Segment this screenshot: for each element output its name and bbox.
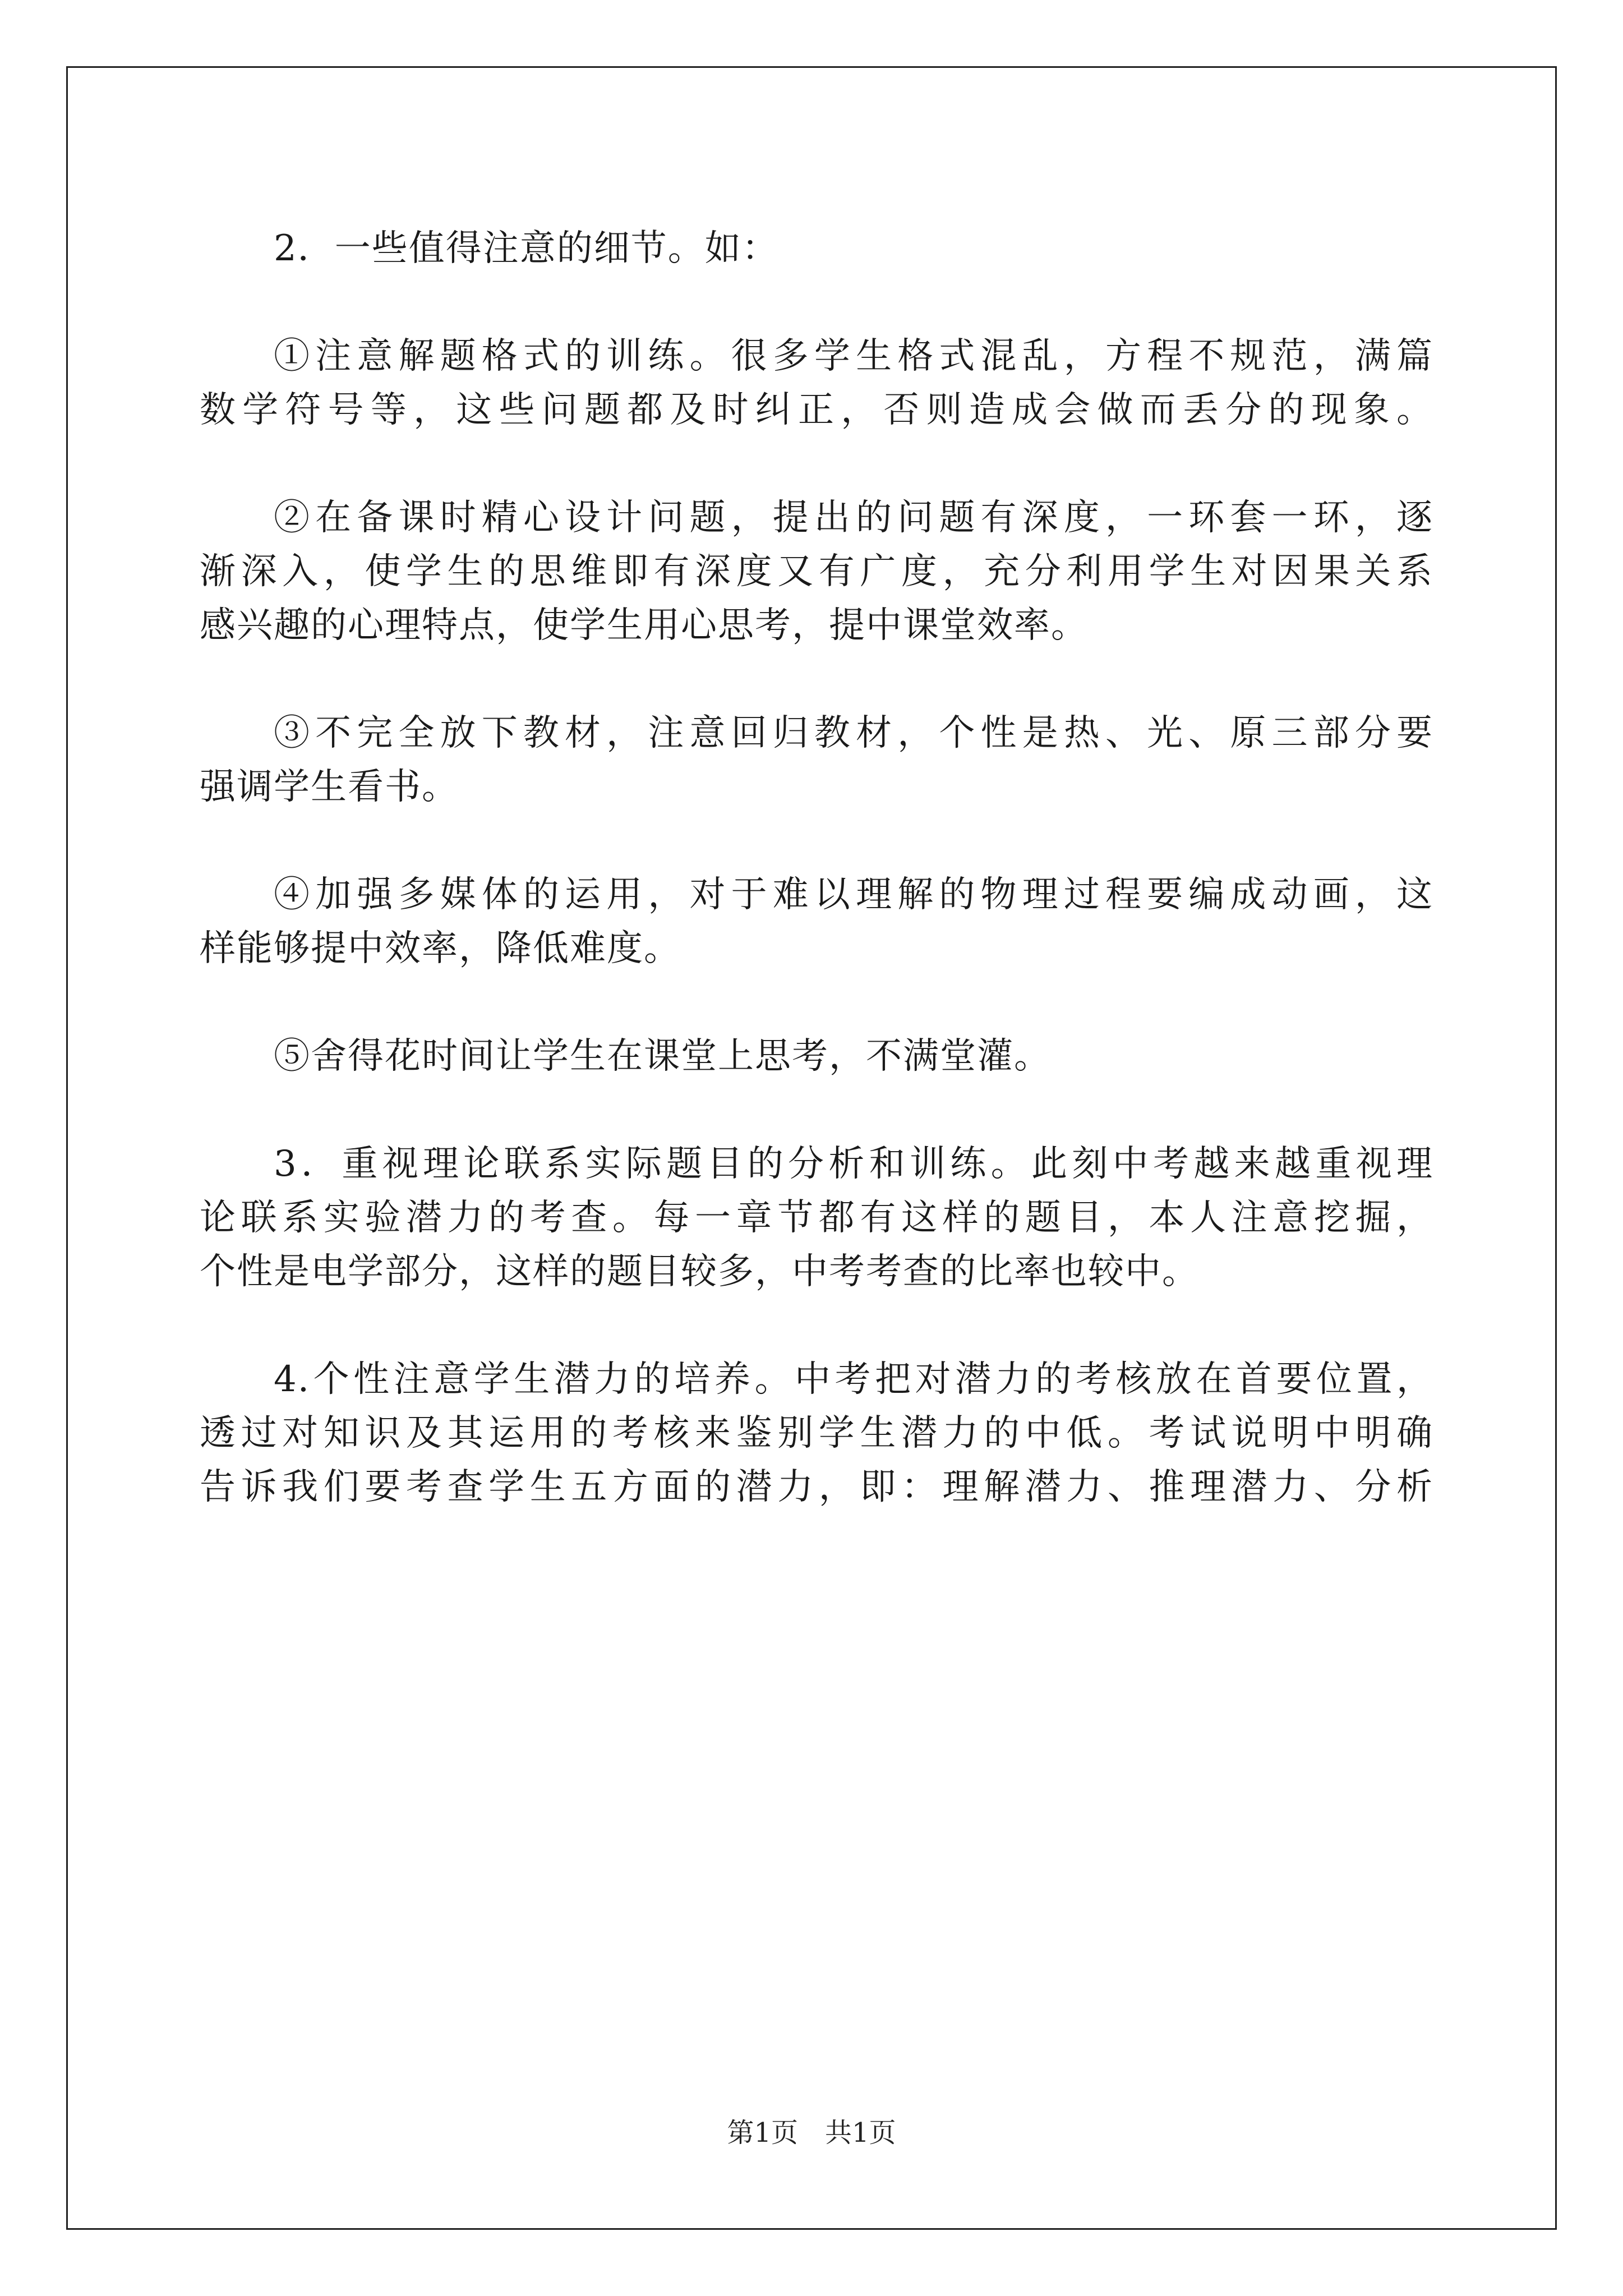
- paragraph-point-5: [200, 1029, 1433, 1083]
- paragraph-point-3: [200, 706, 1433, 814]
- paragraph-detail-intro: [200, 222, 1433, 275]
- text-line: 3．重视理论联系实际题目的分析和训练。此刻中考越来越重视理: [274, 1143, 1433, 1185]
- paragraph-section-4: [200, 1352, 1433, 1514]
- text-line: ②在备课时精心设计问题，提出的问题有深度，一环套一环，逐: [274, 497, 1433, 539]
- text-line: 2．一些值得注意的细节。如：: [274, 228, 779, 269]
- text-line: 样能够提中效率，降低难度。: [200, 928, 681, 969]
- text-line: 数学符号等，这些问题都及时纠正，否则造成会做而丢分的现象。: [200, 389, 1433, 431]
- paragraph-point-1: [200, 329, 1433, 437]
- text-line: ③不完全放下教材，注意回归教材，个性是热、光、原三部分要: [274, 712, 1433, 754]
- text-line: 渐深入，使学生的思维即有深度又有广度，充分利用学生对因果关系: [200, 551, 1433, 592]
- text-line: 告诉我们要考查学生五方面的潜力，即：理解潜力、推理潜力、分析: [200, 1466, 1433, 1508]
- page-total: 共1页: [825, 2117, 896, 2148]
- text-line: ⑤舍得花时间让学生在课堂上思考，不满堂灌。: [274, 1036, 1051, 1077]
- page-footer: [0, 2116, 1623, 2150]
- text-line: 个性是电学部分，这样的题目较多，中考考查的比率也较中。: [200, 1251, 1199, 1292]
- text-line: ①注意解题格式的训练。很多学生格式混乱，方程不规范，满篇: [274, 335, 1433, 377]
- paragraph-section-3: [200, 1137, 1433, 1299]
- text-line: 强调学生看书。: [200, 766, 459, 808]
- paragraph-point-4: [200, 868, 1433, 976]
- document-body: [200, 222, 1433, 1514]
- page-number: 第1页: [727, 2117, 798, 2148]
- text-line: 感兴趣的心理特点，使学生用心思考，提中课堂效率。: [200, 605, 1088, 646]
- text-line: 论联系实验潜力的考查。每一章节都有这样的题目，本人注意挖掘，: [200, 1197, 1433, 1239]
- paragraph-point-2: [200, 491, 1433, 652]
- text-line: 4.个性注意学生潜力的培养。中考把对潜力的考核放在首要位置，: [274, 1359, 1433, 1400]
- text-line: 透过对知识及其运用的考核来鉴别学生潜力的中低。考试说明中明确: [200, 1412, 1433, 1454]
- text-line: ④加强多媒体的运用，对于难以理解的物理过程要编成动画，这: [274, 874, 1433, 915]
